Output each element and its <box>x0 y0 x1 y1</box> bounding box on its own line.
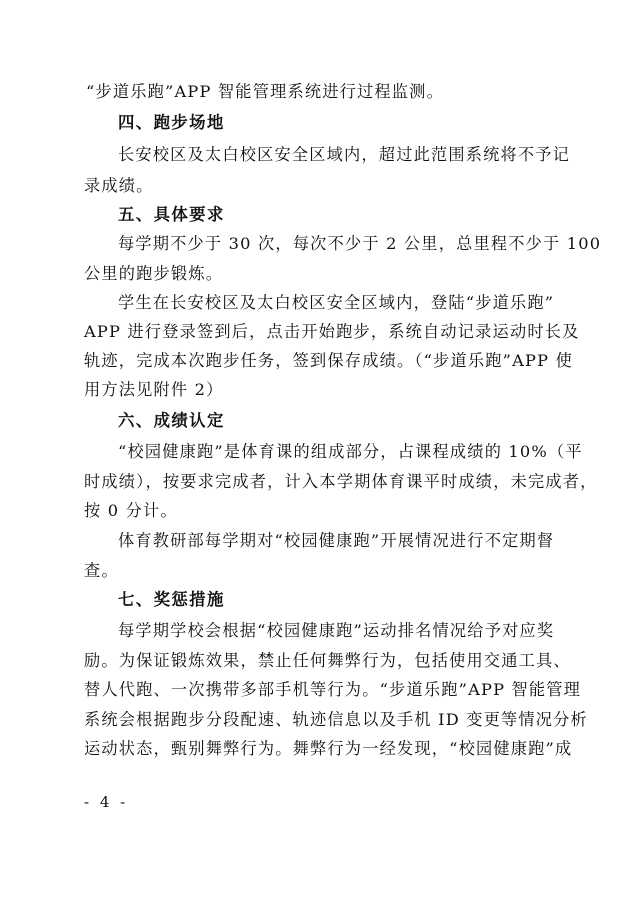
body-line: 录成绩。 <box>84 176 154 195</box>
body-line: 每学期不少于 30 次，每次不少于 2 公里，总里程不少于 100 <box>118 234 602 253</box>
body-line: 学生在长安校区及太白校区安全区域内，登陆“步道乐跑” <box>118 293 555 312</box>
section-heading-requirements: 五、具体要求 <box>118 205 225 224</box>
section-heading-rewards-penalties: 七、奖惩措施 <box>118 590 225 609</box>
body-line: 轨迹，完成本次跑步任务，签到保存成绩。（“步道乐跑”APP 使 <box>84 351 573 370</box>
body-line: “步道乐跑”APP 智能管理系统进行过程监测。 <box>86 82 444 101</box>
body-line: 每学期学校会根据“校园健康跑”运动排名情况给予对应奖 <box>118 621 555 640</box>
body-line: 查。 <box>84 561 119 580</box>
body-line: 用方法见附件 2） <box>84 380 224 399</box>
body-line: 长安校区及太白校区安全区域内，超过此范围系统将不予记 <box>118 145 571 164</box>
body-line: 公里的跑步锻炼。 <box>84 264 224 283</box>
body-line: 励。为保证锻炼效果，禁止任何舞弊行为，包括使用交通工具、 <box>84 651 571 670</box>
body-line: “校园健康跑”是体育课的组成部分，占课程成绩的 10%（平 <box>118 442 583 461</box>
page-number: - 4 - <box>84 793 129 811</box>
body-line: 按 0 分计。 <box>84 501 178 520</box>
body-line: 时成绩），按要求完成者，计入本学期体育课平时成绩，未完成者， <box>84 472 598 491</box>
section-heading-grade-recognition: 六、成绩认定 <box>118 411 225 430</box>
body-line: 体育教研部每学期对“校园健康跑”开展情况进行不定期督 <box>118 531 555 550</box>
body-line: 运动状态，甄别舞弊行为。舞弊行为一经发现，“校园健康跑”成 <box>84 739 573 758</box>
section-heading-running-venue: 四、跑步场地 <box>118 113 225 132</box>
body-line: APP 进行登录签到后，点击开始跑步，系统自动记录运动时长及 <box>84 322 580 341</box>
body-line: 替人代跑、一次携带多部手机等行为。“步道乐跑”APP 智能管理 <box>84 680 582 699</box>
body-line: 系统会根据跑步分段配速、轨迹信息以及手机 ID 变更等情况分析 <box>84 710 588 729</box>
